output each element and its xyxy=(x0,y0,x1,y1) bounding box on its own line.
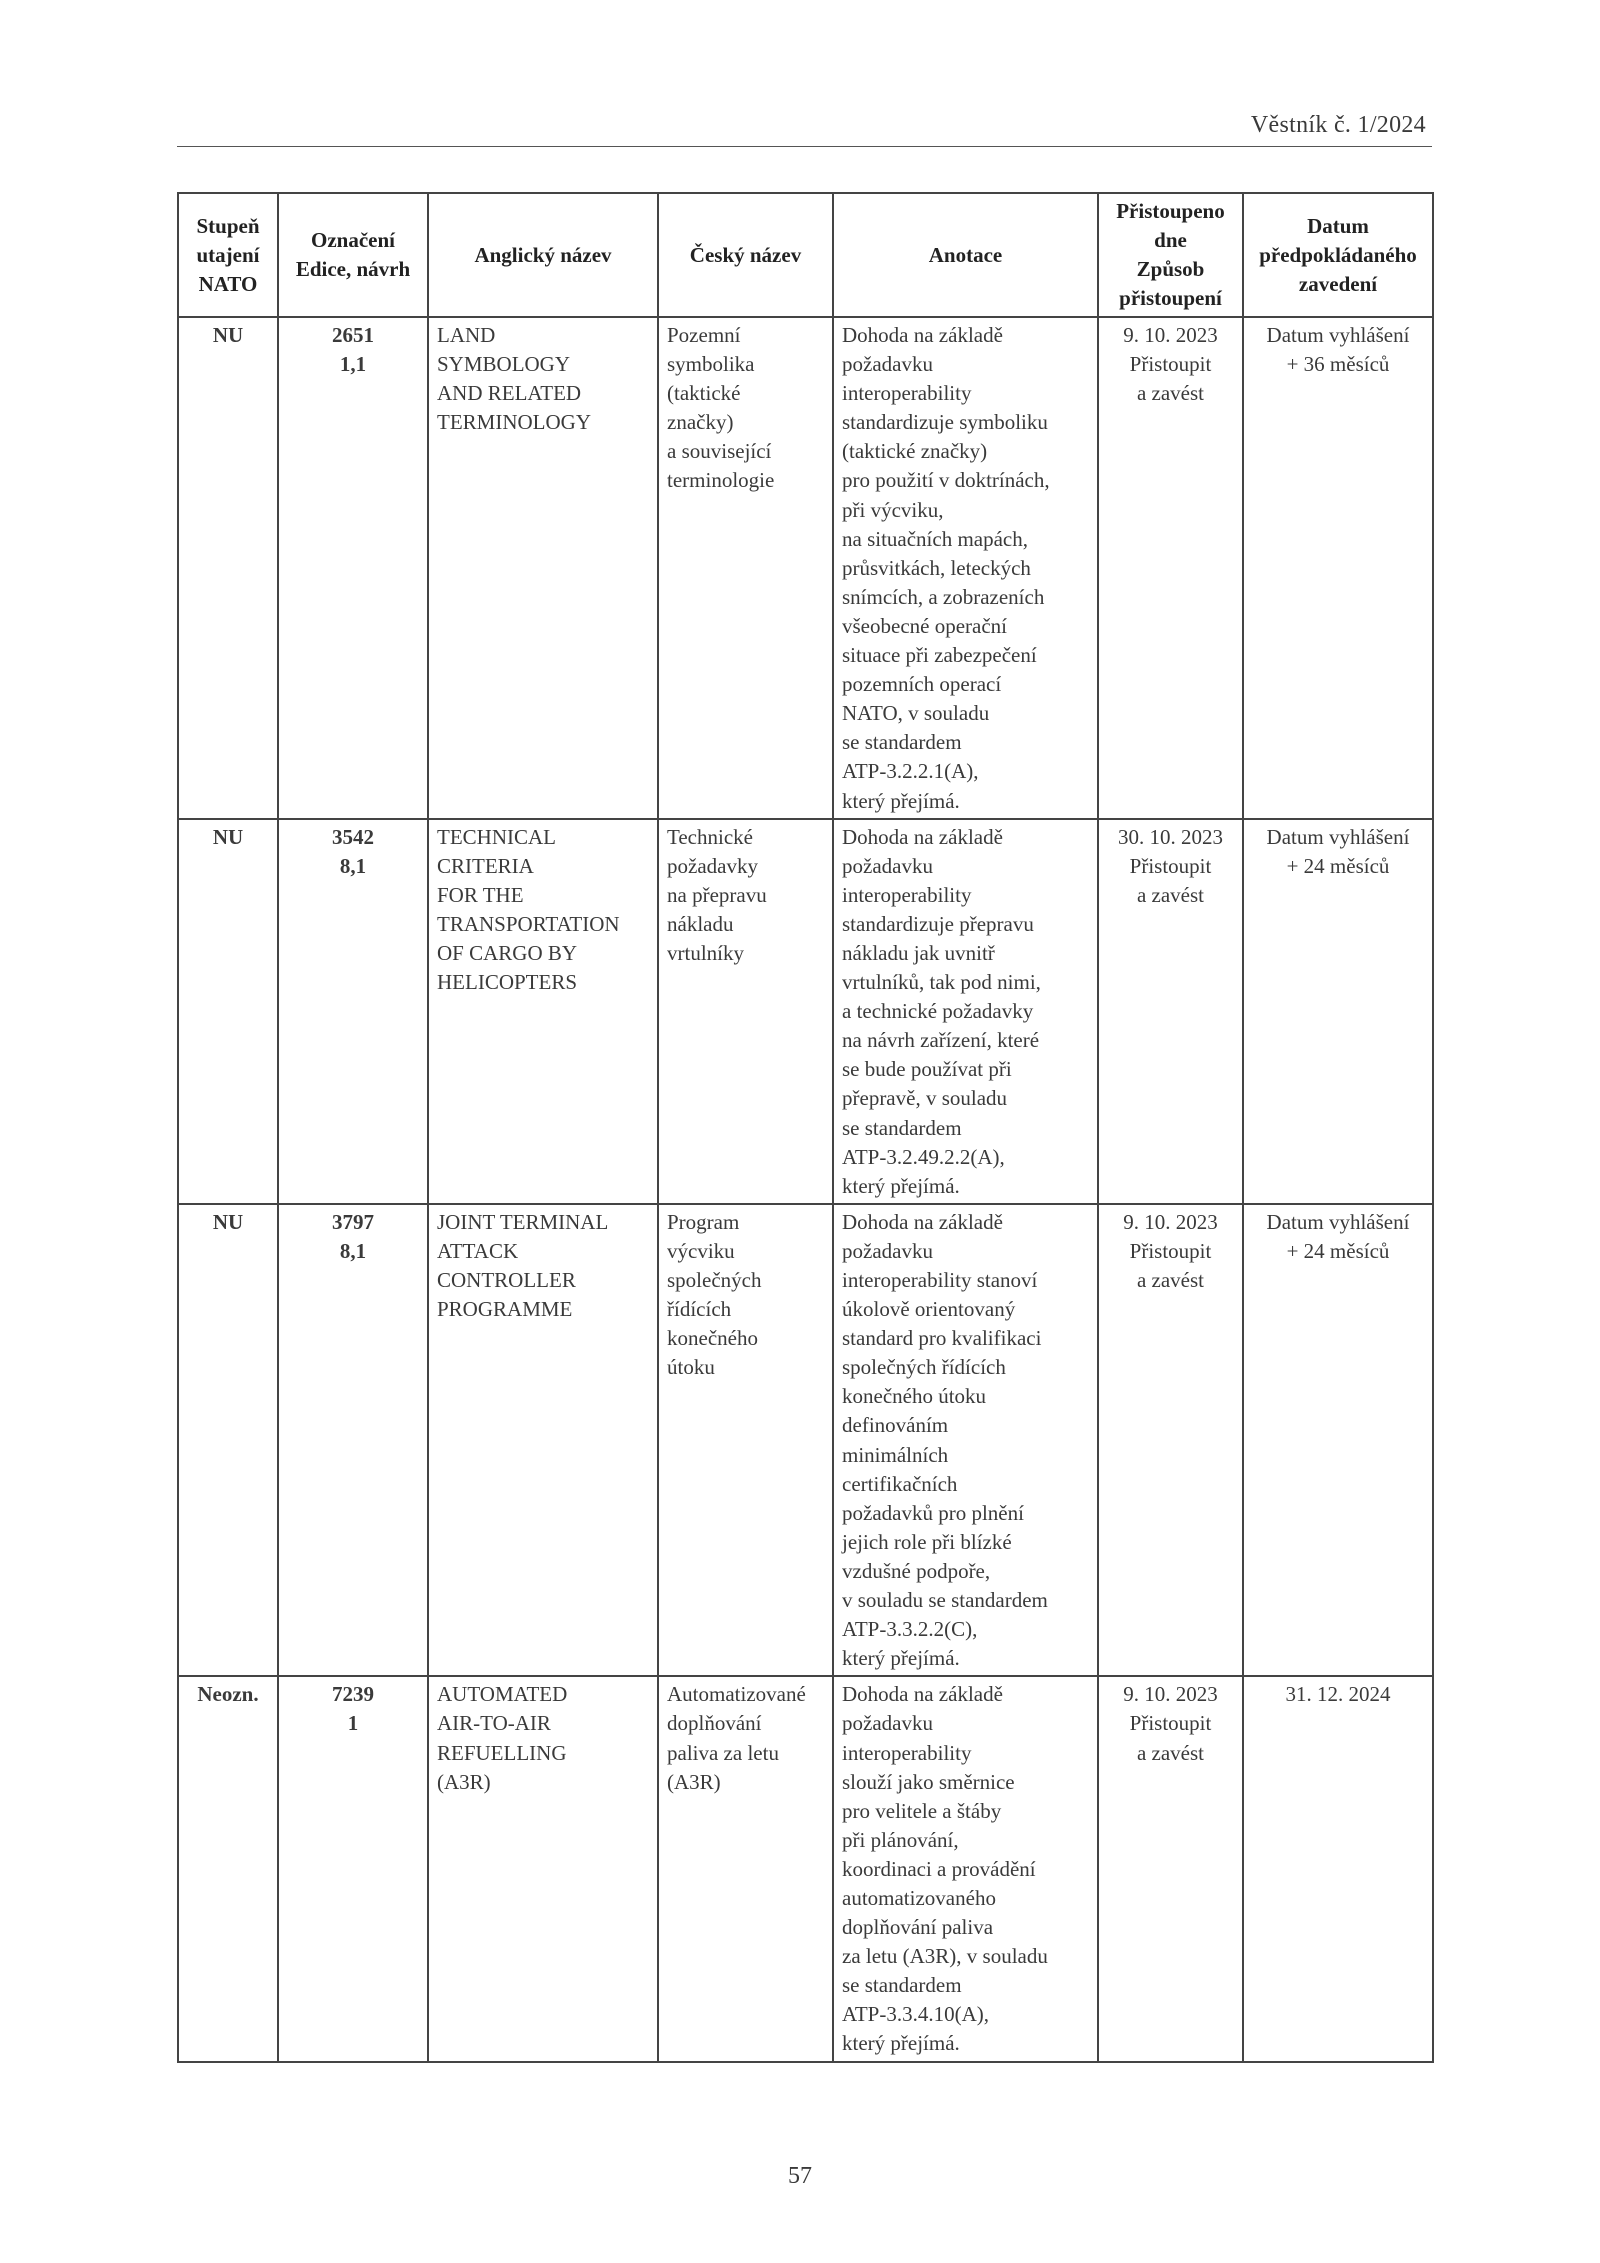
cell-line: a zavést xyxy=(1136,381,1205,406)
cell-line: ATP-3.2.49.2.2(A), xyxy=(842,1144,1005,1169)
cell-line: a zavést xyxy=(1136,1268,1205,1292)
cell-line: Automatizované xyxy=(667,1682,806,1707)
cell-anglicky-nazev xyxy=(428,1204,658,1677)
cell-line: FOR THE xyxy=(437,882,524,907)
cell-line: symbolika xyxy=(667,352,755,377)
cell-line: konečného útoku xyxy=(842,1384,987,1409)
header-pristoupeno xyxy=(1098,193,1243,317)
cell-pristoupeno xyxy=(1098,317,1243,819)
cell-pristoupeno xyxy=(1098,819,1243,1204)
cell-line: který přejímá. xyxy=(842,1646,960,1671)
cell-line: slouží jako směrnice xyxy=(842,1769,1015,1794)
cell-oznaceni xyxy=(278,819,428,1204)
header-line: předpokládaného xyxy=(1259,242,1417,267)
cell-line: snímcích, a zobrazeních xyxy=(842,584,1045,609)
cell-anotace xyxy=(833,317,1098,819)
cell-line: standardizuje symboliku xyxy=(842,410,1048,435)
cell-line: se standardem xyxy=(842,1115,962,1140)
table-row xyxy=(178,1676,1433,2061)
cell-line: interoperability stanoví xyxy=(842,1268,1038,1292)
cell-oznaceni xyxy=(278,317,428,819)
cell-line: HELICOPTERS xyxy=(437,970,578,995)
header-anglicky-nazev xyxy=(428,193,658,317)
cell-line: se bude používat při xyxy=(842,1057,1012,1082)
cell-line: CRITERIA xyxy=(437,853,534,878)
cell-line: úkolově orientovaný xyxy=(842,1297,1016,1322)
cell-line: + 24 měsíců xyxy=(1286,853,1390,878)
cell-cesky-nazev xyxy=(658,1204,833,1677)
cell-oznaceni xyxy=(278,1204,428,1677)
header-line: Anglický název xyxy=(474,242,612,267)
header-stupen xyxy=(178,193,278,317)
table-row xyxy=(178,819,1433,1204)
cell-line: průsvitkách, leteckých xyxy=(842,555,1031,580)
header-line: Anotace xyxy=(928,242,1003,267)
cell-stupen-utajeni: NU xyxy=(178,819,278,1204)
header-line: Edice, návrh xyxy=(295,257,411,281)
cell-line: TERMINOLOGY xyxy=(437,410,591,435)
cell-line: PROGRAMME xyxy=(437,1297,573,1322)
cell-line: 9. 10. 2023 xyxy=(1123,1209,1218,1234)
cell-line: vrtulníky xyxy=(667,940,744,965)
header-line: Stupeň xyxy=(196,213,260,238)
header-cesky-nazev xyxy=(658,193,833,317)
cell-line: interoperability xyxy=(842,1740,972,1765)
cell-line: JOINT TERMINAL xyxy=(437,1209,609,1234)
cell-line: na situačních mapách, xyxy=(842,526,1029,551)
cell-line: Dohoda na základě xyxy=(842,323,1003,347)
cell-line: Dohoda na základě xyxy=(842,1209,1003,1234)
cell-line: + 36 měsíců xyxy=(1286,352,1390,377)
cell-line: 8,1 xyxy=(339,853,367,878)
cell-line: 9. 10. 2023 xyxy=(1123,1682,1218,1707)
cell-line: všeobecné operační xyxy=(842,613,1007,638)
cell-line: Přistoupit xyxy=(1129,352,1212,377)
cell-line: 30. 10. 2023 xyxy=(1118,824,1223,849)
cell-line: Dohoda na základě xyxy=(842,1682,1003,1707)
cell-anglicky-nazev xyxy=(428,1676,658,2061)
cell-line: který přejímá. xyxy=(842,1173,960,1198)
cell-line: standardizuje přepravu xyxy=(842,911,1034,936)
cell-line: a související xyxy=(667,439,772,464)
header-oznaceni xyxy=(278,193,428,317)
cell-line: a technické požadavky xyxy=(842,999,1034,1024)
header-line: Český název xyxy=(689,242,802,267)
cell-line: který přejímá. xyxy=(842,788,960,813)
cell-line: požadavku xyxy=(842,853,933,878)
cell-line: společných xyxy=(667,1268,762,1292)
cell-anglicky-nazev xyxy=(428,317,658,819)
cell-line: (A3R) xyxy=(667,1769,721,1794)
header-line: Způsob xyxy=(1136,257,1205,281)
cell-line: při výcviku, xyxy=(842,497,944,522)
cell-line: LAND xyxy=(437,323,496,347)
cell-line: ATP-3.3.4.10(A), xyxy=(842,2002,989,2027)
table-row xyxy=(178,317,1433,819)
cell-line: požadavku xyxy=(842,1711,933,1736)
cell-line: + 24 měsíců xyxy=(1286,1238,1390,1263)
header-line: přistoupení xyxy=(1119,286,1222,310)
cell-pristoupeno xyxy=(1098,1204,1243,1677)
cell-line: 1 xyxy=(347,1711,359,1736)
cell-datum-zavedeni xyxy=(1243,819,1433,1204)
cell-line: přepravě, v souladu xyxy=(842,1086,1008,1111)
cell-line: doplňování paliva xyxy=(842,1915,994,1940)
cell-line: v souladu se standardem xyxy=(842,1588,1048,1613)
header-datum-zavedeni xyxy=(1243,193,1433,317)
cell-line: Dohoda na základě xyxy=(842,824,1003,849)
cell-datum-zavedeni xyxy=(1243,1204,1433,1677)
cell-line: Pozemní xyxy=(667,323,741,347)
cell-line: ATP-3.2.2.1(A), xyxy=(842,759,979,784)
cell-line: standard pro kvalifikaci xyxy=(842,1326,1042,1351)
cell-line: Přistoupit xyxy=(1129,1238,1212,1263)
header-line: Označení xyxy=(311,228,395,252)
header-line: Přistoupeno xyxy=(1116,199,1225,223)
cell-line: a zavést xyxy=(1136,1740,1205,1765)
cell-line: CONTROLLER xyxy=(437,1268,576,1292)
cell-stupen-utajeni: Neozn. xyxy=(178,1676,278,2061)
cell-stupen-utajeni: NU xyxy=(178,317,278,819)
cell-cesky-nazev xyxy=(658,819,833,1204)
cell-line: konečného xyxy=(667,1326,758,1351)
cell-anotace xyxy=(833,819,1098,1204)
cell-line: Přistoupit xyxy=(1129,853,1212,878)
cell-line: pro použití v doktrínách, xyxy=(842,468,1050,493)
cell-datum-zavedeni xyxy=(1243,317,1433,819)
cell-line: Program xyxy=(667,1209,740,1234)
cell-line: AIR-TO-AIR xyxy=(437,1711,551,1736)
cell-pristoupeno xyxy=(1098,1676,1243,2061)
cell-cesky-nazev xyxy=(658,317,833,819)
cell-line: nákladu xyxy=(667,911,734,936)
cell-line: se standardem xyxy=(842,1973,962,1998)
cell-line: Datum vyhlášení xyxy=(1266,824,1410,849)
cell-line: Přistoupit xyxy=(1129,1711,1212,1736)
cell-line: 9. 10. 2023 xyxy=(1123,323,1218,347)
cell-line: za letu (A3R), v souladu xyxy=(842,1944,1048,1969)
cell-line: koordinaci a provádění xyxy=(842,1856,1036,1881)
page-number: 57 xyxy=(788,2163,812,2189)
cell-line: REFUELLING xyxy=(437,1740,567,1765)
standards-table xyxy=(177,192,1434,2063)
cell-line: doplňování xyxy=(667,1711,762,1736)
cell-stupen-utajeni: NU xyxy=(178,1204,278,1677)
cell-line: ATTACK xyxy=(437,1238,519,1263)
header-line: zavedení xyxy=(1298,271,1378,296)
cell-line: interoperability xyxy=(842,882,972,907)
cell-line: na přepravu xyxy=(667,882,767,907)
cell-line: NATO, v souladu xyxy=(842,701,990,726)
cell-line: (taktické xyxy=(667,381,741,406)
cell-line: AUTOMATED xyxy=(437,1682,568,1707)
cell-anglicky-nazev xyxy=(428,819,658,1204)
cell-line: řídících xyxy=(667,1297,732,1322)
header-line: dne xyxy=(1154,228,1187,252)
cell-line: situace při zabezpečení xyxy=(842,643,1037,668)
cell-line: vzdušné podpoře, xyxy=(842,1558,991,1583)
cell-line: terminologie xyxy=(667,468,775,493)
cell-line: a zavést xyxy=(1136,882,1205,907)
cell-line: SYMBOLOGY xyxy=(437,352,571,377)
page-header-title: Věstník č. 1/2024 xyxy=(1250,112,1426,138)
cell-line: paliva za letu xyxy=(667,1740,779,1765)
cell-anotace xyxy=(833,1204,1098,1677)
cell-datum-zavedeni xyxy=(1243,1676,1433,2061)
cell-line: pozemních operací xyxy=(842,672,1002,697)
cell-anotace xyxy=(833,1676,1098,2061)
cell-line: (taktické značky) xyxy=(842,439,988,464)
cell-line: 2651 xyxy=(332,323,374,347)
cell-line: definováním xyxy=(842,1413,949,1438)
table-row xyxy=(178,1204,1433,1677)
table-body xyxy=(178,317,1433,2062)
cell-cesky-nazev xyxy=(658,1676,833,2061)
header-line: utajení xyxy=(196,242,260,267)
cell-line: se standardem xyxy=(842,730,962,755)
cell-line: nákladu jak uvnitř xyxy=(842,940,995,965)
header-line: Datum xyxy=(1307,213,1369,238)
cell-line: požadavků pro plnění xyxy=(842,1500,1024,1525)
cell-line: interoperability xyxy=(842,381,972,406)
cell-line: útoku xyxy=(667,1355,715,1380)
cell-line: 3797 xyxy=(332,1209,374,1234)
cell-line: TRANSPORTATION xyxy=(437,911,620,936)
cell-line: minimálních xyxy=(842,1442,949,1467)
cell-line: (A3R) xyxy=(437,1769,491,1794)
header-divider xyxy=(177,146,1432,147)
cell-line: požadavku xyxy=(842,352,933,377)
cell-line: 31. 12. 2024 xyxy=(1285,1682,1391,1707)
cell-line: 3542 xyxy=(332,824,374,849)
cell-line: požadavky xyxy=(667,853,758,878)
cell-line: certifikačních xyxy=(842,1471,958,1496)
cell-line: 1,1 xyxy=(339,352,367,377)
cell-line: Datum vyhlášení xyxy=(1266,323,1410,347)
cell-line: značky) xyxy=(667,410,734,435)
cell-line: vrtulníků, tak pod nimi, xyxy=(842,970,1041,995)
cell-line: požadavku xyxy=(842,1238,933,1263)
cell-line: AND RELATED xyxy=(437,381,582,406)
cell-line: na návrh zařízení, které xyxy=(842,1028,1040,1053)
cell-oznaceni xyxy=(278,1676,428,2061)
cell-line: automatizovaného xyxy=(842,1885,996,1910)
cell-line: společných řídících xyxy=(842,1355,1006,1380)
cell-line: 8,1 xyxy=(339,1238,367,1263)
cell-line: Datum vyhlášení xyxy=(1266,1209,1410,1234)
cell-line: 7239 xyxy=(332,1682,374,1707)
cell-line: ATP-3.3.2.2(C), xyxy=(842,1617,978,1642)
cell-line: OF CARGO BY xyxy=(437,940,578,965)
header-line: NATO xyxy=(198,271,258,296)
cell-line: Technické xyxy=(667,824,753,849)
header-anotace xyxy=(833,193,1098,317)
cell-line: výcviku xyxy=(667,1238,735,1263)
cell-line: který přejímá. xyxy=(842,2031,960,2056)
cell-line: pro velitele a štáby xyxy=(842,1798,1002,1823)
cell-line: jejich role při blízké xyxy=(842,1529,1012,1554)
cell-line: TECHNICAL xyxy=(437,824,556,849)
table-header-row xyxy=(178,193,1433,317)
cell-line: při plánování, xyxy=(842,1827,959,1852)
